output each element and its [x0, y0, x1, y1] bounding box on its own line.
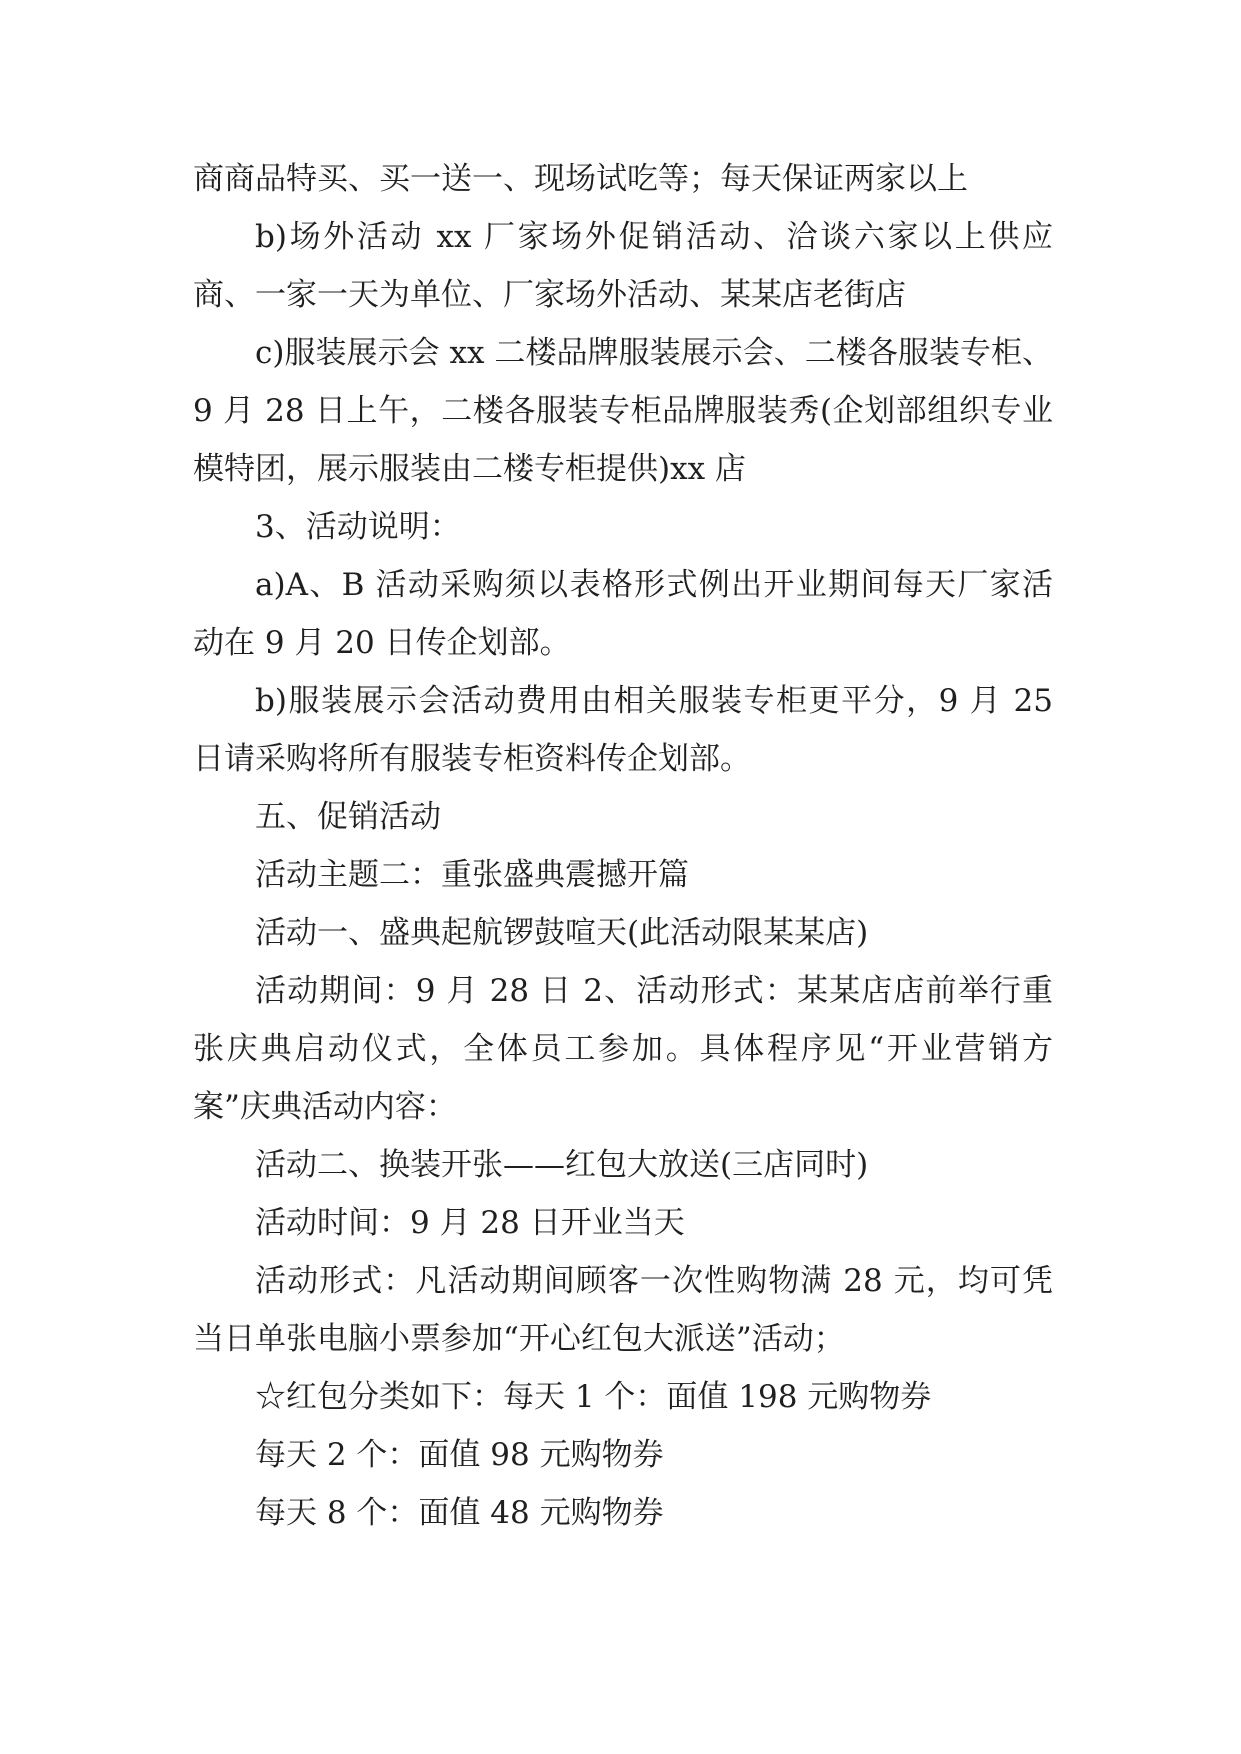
document-body: [193, 150, 1053, 1542]
paragraph-fashion-show: c)服装展示会 xx 二楼品牌服装展示会、二楼各服装专柜、9 月 28 日上午，二楼各服装专柜品牌服装秀(企划部组织专业模特团，展示服装由二楼专柜提供)xx 店: [193, 335, 1053, 487]
paragraph-continuation: 商商品特买、买一送一、现场试吃等；每天保证两家以上: [193, 161, 968, 197]
paragraph-note-b: b)服装展示会活动费用由相关服装专柜更平分，9 月 25 日请采购将所有服装专柜资料传企划部。: [193, 683, 1053, 777]
paragraph-daily-two: 每天 2 个：面值 98 元购物券: [255, 1437, 664, 1473]
paragraph-activity-period: 活动期间：9 月 28 日 2、活动形式：某某店店前举行重张庆典启动仪式，全体员工参加。具体程序见“开业营销方案”庆典活动内容：: [193, 973, 1053, 1125]
paragraph-activity-two: 活动二、换装开张——红包大放送(三店同时): [255, 1147, 869, 1183]
paragraph-note-a: a)A、B 活动采购须以表格形式例出开业期间每天厂家活动在 9 月 20 日传企划部。: [193, 567, 1053, 661]
paragraph-activity-time: 活动时间：9 月 28 日开业当天: [255, 1205, 685, 1241]
paragraph-outdoor-activity: b)场外活动 xx 厂家场外促销活动、洽谈六家以上供应商、一家一天为单位、厂家场外活动、某某店老街店: [193, 219, 1053, 313]
paragraph-theme-two: 活动主题二：重张盛典震撼开篇: [255, 857, 689, 893]
paragraph-activity-form: 活动形式：凡活动期间顾客一次性购物满 28 元，均可凭当日单张电脑小票参加“开心红包大派送”活动；: [193, 1263, 1053, 1357]
paragraph-activity-notes-heading: 3、活动说明：: [255, 509, 461, 545]
paragraph-daily-eight: 每天 8 个：面值 48 元购物券: [255, 1495, 664, 1531]
paragraph-red-packet-classes: ☆红包分类如下：每天 1 个：面值 198 元购物券: [255, 1379, 932, 1415]
section-heading-promotion: 五、促销活动: [255, 799, 441, 835]
paragraph-activity-one: 活动一、盛典起航锣鼓喧天(此活动限某某店): [255, 915, 869, 951]
